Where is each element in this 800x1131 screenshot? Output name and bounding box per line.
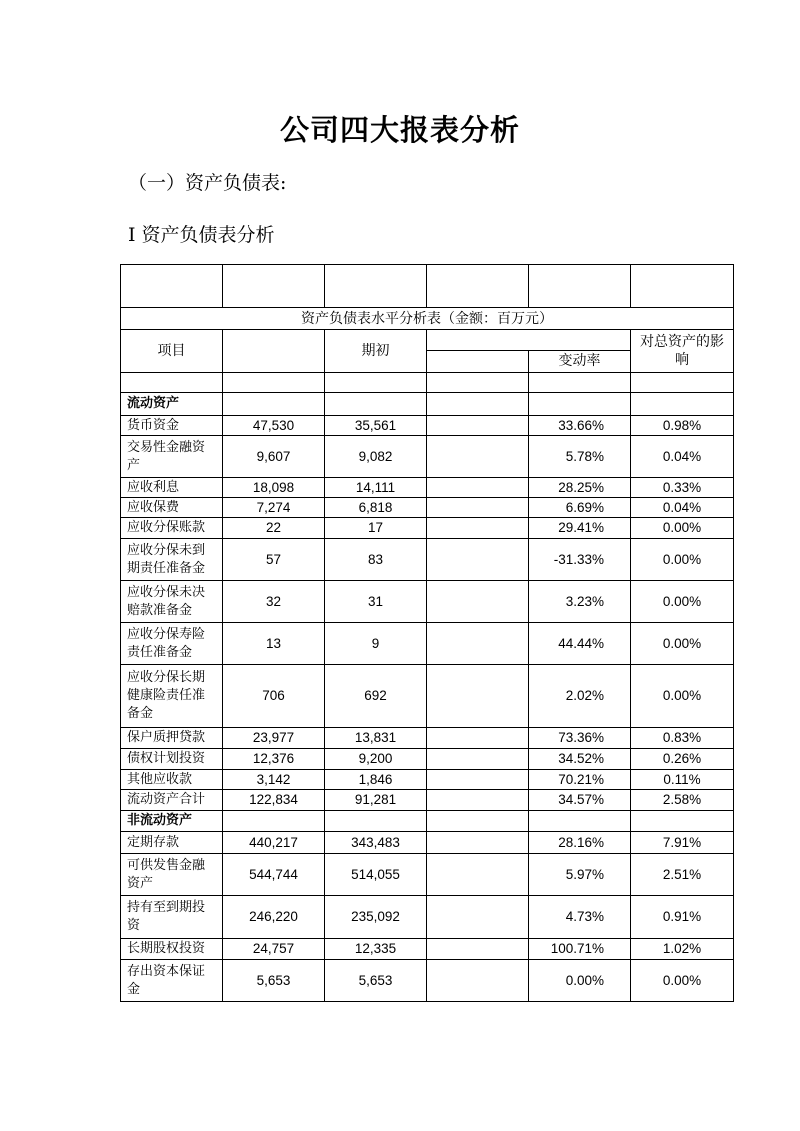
table-row: [121, 854, 734, 896]
value-end: 32: [223, 581, 325, 623]
empty-cell: [427, 811, 529, 832]
value-end: 544,744: [223, 854, 325, 896]
empty-cell: [427, 416, 529, 436]
asset-impact: 0.11%: [631, 770, 734, 790]
row-label: 持有至到期投资: [121, 896, 223, 939]
row-label: 应收分保未决赔款准备金: [121, 581, 223, 623]
table-row: [121, 478, 734, 498]
section-heading: （一）资产负债表:: [128, 172, 287, 194]
value-begin: 17: [325, 518, 427, 539]
value-end: 13: [223, 623, 325, 665]
row-label: 债权计划投资: [121, 749, 223, 770]
change-rate: 5.97%: [529, 854, 631, 896]
row-label: 货币资金: [121, 416, 223, 436]
asset-impact: 0.26%: [631, 749, 734, 770]
row-label: 应收分保长期健康险责任准备金: [121, 665, 223, 728]
asset-impact: 0.00%: [631, 665, 734, 728]
row-label: 可供发售金融资产: [121, 854, 223, 896]
row-label: 定期存款: [121, 832, 223, 854]
asset-impact: 0.83%: [631, 728, 734, 749]
section-row-current: [121, 393, 734, 416]
section-label-current: 流动资产: [121, 393, 223, 416]
section-label-noncurrent: 非流动资产: [121, 811, 223, 832]
change-rate: 6.69%: [529, 498, 631, 518]
empty-cell: [427, 498, 529, 518]
change-rate: 2.02%: [529, 665, 631, 728]
value-begin: 1,846: [325, 770, 427, 790]
row-label: 其他应收款: [121, 770, 223, 790]
table-row: [121, 416, 734, 436]
table-row: [121, 939, 734, 960]
empty-cell: [427, 518, 529, 539]
table-row: [121, 790, 734, 811]
page-title: 公司四大报表分析: [279, 113, 520, 147]
asset-impact: 2.58%: [631, 790, 734, 811]
change-rate: 33.66%: [529, 416, 631, 436]
empty-cell: [631, 811, 734, 832]
empty-cell: [427, 960, 529, 1002]
change-rate: 3.23%: [529, 581, 631, 623]
subsection-heading: I 资产负债表分析: [128, 224, 275, 246]
row-label: 存出资本保证金: [121, 960, 223, 1002]
change-rate: 5.78%: [529, 436, 631, 478]
empty-cell: [427, 728, 529, 749]
value-begin: 14,111: [325, 478, 427, 498]
header-prior: 期初: [325, 330, 427, 373]
empty-cell: [427, 749, 529, 770]
balance-sheet-table: [120, 264, 734, 1002]
blank-top-row: [121, 265, 734, 308]
table-row: [121, 581, 734, 623]
value-begin: 514,055: [325, 854, 427, 896]
change-rate: 28.25%: [529, 478, 631, 498]
row-label: 应收分保未到期责任准备金: [121, 539, 223, 581]
value-end: 7,274: [223, 498, 325, 518]
value-end: 440,217: [223, 832, 325, 854]
row-label: 长期股权投资: [121, 939, 223, 960]
empty-cell: [427, 581, 529, 623]
row-label: 流动资产合计: [121, 790, 223, 811]
table-row: [121, 960, 734, 1002]
empty-cell: [427, 623, 529, 665]
change-rate: 29.41%: [529, 518, 631, 539]
change-rate: 4.73%: [529, 896, 631, 939]
change-rate: 28.16%: [529, 832, 631, 854]
change-rate: 100.71%: [529, 939, 631, 960]
asset-impact: 0.98%: [631, 416, 734, 436]
header-item: 项目: [121, 330, 223, 373]
empty-cell: [427, 939, 529, 960]
empty-cell: [427, 539, 529, 581]
table-row: [121, 896, 734, 939]
asset-impact: 1.02%: [631, 939, 734, 960]
value-begin: 9: [325, 623, 427, 665]
asset-impact: 2.51%: [631, 854, 734, 896]
row-label: 保户质押贷款: [121, 728, 223, 749]
change-rate: 34.52%: [529, 749, 631, 770]
empty-cell: [223, 811, 325, 832]
value-end: 24,757: [223, 939, 325, 960]
empty-cell: [325, 811, 427, 832]
value-begin: 6,818: [325, 498, 427, 518]
value-begin: 343,483: [325, 832, 427, 854]
empty-cell: [427, 478, 529, 498]
asset-impact: 0.00%: [631, 539, 734, 581]
asset-impact: 7.91%: [631, 832, 734, 854]
empty-cell: [427, 790, 529, 811]
asset-impact: 0.00%: [631, 581, 734, 623]
table-row: [121, 539, 734, 581]
table-row: [121, 623, 734, 665]
asset-impact: 0.33%: [631, 478, 734, 498]
table-row: [121, 749, 734, 770]
row-label: 应收保费: [121, 498, 223, 518]
value-end: 57: [223, 539, 325, 581]
change-rate: 70.21%: [529, 770, 631, 790]
header-impact: 对总资产的影响: [631, 330, 734, 373]
value-end: 3,142: [223, 770, 325, 790]
value-begin: 235,092: [325, 896, 427, 939]
empty-cell: [427, 854, 529, 896]
value-begin: 5,653: [325, 960, 427, 1002]
value-end: 5,653: [223, 960, 325, 1002]
table-row: [121, 832, 734, 854]
empty-cell: [427, 896, 529, 939]
header-change-rate: 变动率: [529, 351, 631, 373]
table-row: [121, 498, 734, 518]
value-begin: 35,561: [325, 416, 427, 436]
asset-impact: 0.00%: [631, 960, 734, 1002]
empty-cell: [427, 832, 529, 854]
empty-cell: [427, 770, 529, 790]
blank-row: [121, 373, 734, 393]
table-caption: 资产负债表水平分析表（金额：百万元）: [121, 308, 734, 330]
value-end: 122,834: [223, 790, 325, 811]
table-row: [121, 665, 734, 728]
value-begin: 91,281: [325, 790, 427, 811]
row-label: 应收分保寿险责任准备金: [121, 623, 223, 665]
value-begin: 83: [325, 539, 427, 581]
value-end: 246,220: [223, 896, 325, 939]
value-end: 23,977: [223, 728, 325, 749]
value-begin: 9,200: [325, 749, 427, 770]
asset-impact: 0.04%: [631, 436, 734, 478]
value-begin: 692: [325, 665, 427, 728]
change-rate: 0.00%: [529, 960, 631, 1002]
value-end: 706: [223, 665, 325, 728]
row-label: 应收分保账款: [121, 518, 223, 539]
empty-cell: [427, 436, 529, 478]
table-row: [121, 436, 734, 478]
change-rate: 73.36%: [529, 728, 631, 749]
table-row: [121, 728, 734, 749]
table-caption-row: [121, 308, 734, 330]
row-label: 应收利息: [121, 478, 223, 498]
empty-cell: [529, 811, 631, 832]
table-row: [121, 770, 734, 790]
value-end: 47,530: [223, 416, 325, 436]
change-rate: 44.44%: [529, 623, 631, 665]
value-begin: 9,082: [325, 436, 427, 478]
value-end: 12,376: [223, 749, 325, 770]
value-begin: 12,335: [325, 939, 427, 960]
value-end: 18,098: [223, 478, 325, 498]
asset-impact: 0.00%: [631, 623, 734, 665]
value-end: 22: [223, 518, 325, 539]
asset-impact: 0.04%: [631, 498, 734, 518]
section-row-noncurrent: [121, 811, 734, 832]
header-row-1: [121, 330, 734, 351]
asset-impact: 0.91%: [631, 896, 734, 939]
value-end: 9,607: [223, 436, 325, 478]
change-rate: -31.33%: [529, 539, 631, 581]
row-label: 交易性金融资产: [121, 436, 223, 478]
value-begin: 13,831: [325, 728, 427, 749]
change-rate: 34.57%: [529, 790, 631, 811]
asset-impact: 0.00%: [631, 518, 734, 539]
table-row: [121, 518, 734, 539]
value-begin: 31: [325, 581, 427, 623]
empty-cell: [427, 665, 529, 728]
